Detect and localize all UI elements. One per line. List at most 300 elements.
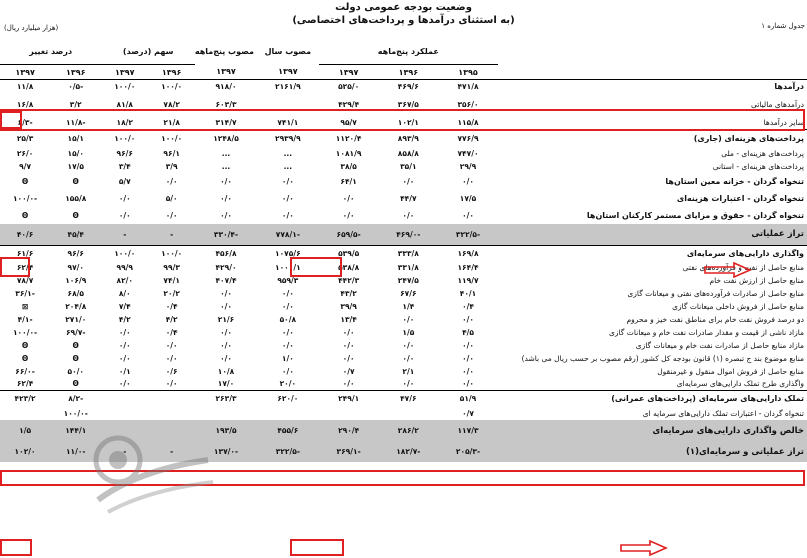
row-value: ۳۹/۹ bbox=[340, 301, 357, 311]
row-value bbox=[378, 407, 438, 420]
table-row bbox=[0, 147, 807, 160]
table-row bbox=[0, 352, 807, 365]
table-number: جدول شماره ۱ bbox=[761, 22, 805, 30]
row-value bbox=[101, 407, 148, 420]
row-value: ۱۰۸۱/۹ bbox=[335, 148, 362, 158]
header-change: درصد تغییر bbox=[0, 38, 101, 65]
row-label: منابع حاصل از صادرات فرآورده‌های نفتی و میعانات گازی bbox=[627, 288, 804, 298]
row-value: ۱۰۰/۰ bbox=[148, 80, 195, 94]
row-value: ۰/۰ bbox=[402, 353, 415, 363]
table-row bbox=[0, 365, 807, 378]
row-value: ۰/۰ bbox=[342, 193, 355, 203]
header-row-groups bbox=[0, 38, 807, 65]
row-value: ۳۳۳/۸ bbox=[378, 246, 438, 261]
row-value: ۱۱/۸ bbox=[0, 80, 50, 94]
row-value: ۱۰۰/۰ bbox=[148, 130, 195, 147]
row-value bbox=[0, 407, 50, 420]
row-value: ۰/۰ bbox=[462, 366, 474, 376]
row-value: ۰/۰ bbox=[220, 301, 232, 311]
row-value: ۲۵/۳ bbox=[0, 130, 50, 147]
row-value: -۰/۵ bbox=[50, 80, 101, 94]
row-value: ۷۸/۷ bbox=[16, 275, 34, 285]
year-header: ۱۳۹۶ bbox=[148, 65, 195, 80]
row-value: ۰/۰ bbox=[462, 379, 474, 389]
row-value: ۰/۰ bbox=[402, 340, 415, 350]
table-row bbox=[0, 407, 807, 420]
row-value: ۱۹۳/۵ bbox=[195, 420, 257, 442]
row-value: ۵۰/۰ bbox=[67, 366, 84, 376]
row-value: Θ bbox=[72, 176, 79, 186]
row-value: ۱۰۰/۰ bbox=[101, 80, 148, 94]
row-value: ۸/۰ bbox=[118, 288, 131, 298]
row-value: ۴۰۷/۴ bbox=[215, 275, 237, 285]
row-label: واگذاری دارایی‌های سرمایه‌ای bbox=[498, 246, 807, 261]
highlight-final-balance-value bbox=[290, 539, 344, 556]
row-value: ۴/۲ bbox=[118, 314, 131, 324]
highlight-capital-row bbox=[0, 470, 805, 486]
row-value: ۴۰/۱ bbox=[459, 288, 477, 298]
row-value: ۱۰۷۵/۶ bbox=[257, 246, 319, 261]
row-value: ۲۴۹/۱ bbox=[319, 391, 379, 407]
row-value: ۴۵/۴ bbox=[50, 224, 101, 246]
arrow-operating-balance-icon bbox=[704, 262, 752, 278]
row-value: -۷۷۸/۱ bbox=[257, 224, 319, 246]
row-value: ۸۲/۰ bbox=[116, 275, 134, 285]
table-body bbox=[0, 80, 807, 462]
row-value: ۰/۰ bbox=[462, 340, 474, 350]
row-label: منابع حاصل از فروش داخلی میعانات گازی bbox=[672, 301, 804, 311]
row-value: ۱۶۹/۸ bbox=[438, 246, 498, 261]
table-row bbox=[0, 173, 807, 190]
year-header: ۱۳۹۵ bbox=[438, 65, 498, 80]
row-value: ⊠ bbox=[21, 301, 29, 311]
row-value: ۱۱۹/۷ bbox=[457, 275, 479, 285]
row-value: ۲۸۶/۲ bbox=[378, 420, 438, 442]
row-label: تراز عملیاتی و سرمایه‌ای(۱) bbox=[498, 442, 807, 462]
row-value: ۵۱/۹ bbox=[438, 391, 498, 407]
row-value: ۲۰/۲ bbox=[163, 288, 180, 298]
row-value: ۱۲۴۸/۵ bbox=[195, 130, 257, 147]
row-value: ۰/۴ bbox=[165, 301, 178, 311]
row-value: Θ bbox=[72, 340, 79, 350]
row-value: ۱۶/۸ bbox=[16, 100, 34, 109]
unit-label: (هزار میلیارد ریال) bbox=[4, 24, 59, 32]
row-label: تراز عملیاتی bbox=[498, 224, 807, 246]
row-value: ۳/۹ bbox=[165, 161, 178, 171]
row-value: - bbox=[148, 442, 195, 462]
row-value: ۴۳/۲ bbox=[340, 288, 357, 298]
row-value bbox=[101, 420, 148, 442]
highlight-change-tax bbox=[0, 111, 22, 129]
page-subtitle: (به استثنای درآمدها و پرداخت‌های اختصاصی) bbox=[292, 15, 515, 26]
row-value: Θ bbox=[72, 210, 79, 220]
row-label: درآمدها bbox=[498, 80, 807, 94]
row-value: ۸۹۳/۹ bbox=[378, 130, 438, 147]
table-row bbox=[0, 190, 807, 207]
year-header: ۱۳۹۷ bbox=[0, 65, 50, 80]
row-label: تنخواه گردان - حقوق و مزایای مستمر کارکنان استان‌ها bbox=[586, 210, 804, 220]
row-value: ۰/۰ bbox=[281, 366, 294, 376]
header-budget-5m: مصوب پنج‌ماهه bbox=[195, 46, 254, 56]
table-row bbox=[0, 313, 807, 326]
row-value: ۴۰/۶ bbox=[0, 224, 50, 246]
row-value: -۱۱/۸ bbox=[65, 117, 86, 127]
row-value: ۳۳۱/۸ bbox=[397, 262, 419, 272]
row-value: -۱۰۰/۰ bbox=[63, 408, 88, 418]
year-header: ۱۳۹۷ bbox=[101, 65, 148, 80]
row-value: ۸۵۸/۸ bbox=[397, 148, 419, 158]
row-value: ۹۷/۰ bbox=[67, 262, 84, 272]
row-value: ۵۳۸/۸ bbox=[338, 262, 360, 272]
row-value: ۷۷۶/۹ bbox=[438, 130, 498, 147]
row-value: ۱/۴ bbox=[402, 301, 415, 311]
row-value: ۴۲۹/۰ bbox=[215, 262, 237, 272]
row-value: ۱۰۲/۱ bbox=[397, 117, 419, 127]
row-value bbox=[195, 407, 257, 420]
row-value: ۰/۰ bbox=[165, 176, 178, 186]
row-value: ۰/۰ bbox=[220, 353, 232, 363]
row-value: Θ bbox=[21, 340, 29, 350]
row-value: ۴۶۹/۶ bbox=[378, 80, 438, 94]
row-value: ۵۳۹/۵ bbox=[319, 246, 379, 261]
row-value: -۱۰۰/۰ bbox=[12, 327, 38, 337]
row-label: مازاد ناشی از قیمت و مقدار صادرات نفت خام و میعانات گازی bbox=[609, 327, 804, 337]
table-row bbox=[0, 130, 807, 147]
row-label: خالص واگذاری دارایی‌های سرمایه‌ای bbox=[498, 420, 807, 442]
row-value: ۰/۰ bbox=[220, 210, 232, 220]
row-value: ۷۴/۱ bbox=[163, 275, 180, 285]
row-value: Θ bbox=[21, 176, 29, 186]
row-value: Θ bbox=[21, 210, 29, 220]
row-value: ۲۴۷/۵ bbox=[397, 275, 419, 285]
row-label: درآمدهای مالیاتی bbox=[751, 100, 804, 109]
row-value: ۸۱/۸ bbox=[116, 100, 134, 109]
row-value: ۰/۰ bbox=[281, 301, 294, 311]
row-value bbox=[148, 420, 195, 442]
budget-table bbox=[0, 38, 807, 462]
row-value: ۱۵/۰ bbox=[67, 148, 84, 158]
row-value: - bbox=[101, 224, 148, 246]
row-value: ۱۵/۱ bbox=[50, 130, 101, 147]
row-value: ۱۰۰/۰ bbox=[101, 130, 148, 147]
row-value: ۳/۲ bbox=[69, 100, 82, 109]
row-value: ۰/۰ bbox=[342, 210, 355, 220]
row-value: ۴۲۳/۲ bbox=[0, 391, 50, 407]
row-value: ۰/۰ bbox=[165, 210, 178, 220]
row-label: سایر درآمدها bbox=[763, 117, 804, 127]
table-row bbox=[0, 339, 807, 352]
highlight-operating-balance-change bbox=[0, 257, 30, 277]
row-value: ۶۲/۴ bbox=[16, 262, 34, 272]
row-value: ۰/۰ bbox=[118, 379, 131, 389]
row-value: ۰/۱ bbox=[118, 366, 131, 376]
row-value: ۴۷۱/۸ bbox=[438, 80, 498, 94]
row-value: - bbox=[148, 224, 195, 246]
table-row bbox=[0, 80, 807, 94]
row-value: ۴۷/۶ bbox=[378, 391, 438, 407]
row-value: ۰/۰ bbox=[281, 193, 294, 203]
header-share: سهم (درصد) bbox=[101, 38, 195, 65]
row-value: ۰/۰ bbox=[220, 288, 232, 298]
row-value: ۱۱۵/۸ bbox=[457, 117, 479, 127]
table-row bbox=[0, 326, 807, 339]
row-value: ۲۹۳۹/۹ bbox=[257, 130, 319, 147]
row-label: تنخواه گردان - اعتبارات تملک دارایی‌های سرمایه ای bbox=[642, 408, 804, 418]
row-value: ۹۹/۳ bbox=[163, 262, 180, 272]
row-value: ۲۰/۰ bbox=[279, 379, 297, 389]
table-row bbox=[0, 160, 807, 173]
row-value: ۰/۰ bbox=[402, 379, 415, 389]
row-value: ۰/۰ bbox=[402, 176, 415, 186]
row-label: دو درصد فروش نفت خام برای مناطق نفت خیز و محروم bbox=[626, 314, 804, 324]
row-value bbox=[257, 407, 319, 420]
row-value: ۲۰۴/۸ bbox=[65, 301, 87, 311]
table-row bbox=[0, 378, 807, 391]
row-value: ۰/۴ bbox=[462, 301, 474, 311]
row-value: ۳۶۷/۵ bbox=[397, 100, 419, 109]
row-value: -۸/۲ bbox=[50, 391, 101, 407]
row-value: ۱۰۰/۰ bbox=[101, 246, 148, 261]
row-value: ۰/۰ bbox=[220, 176, 232, 186]
row-value: ۳/۴ bbox=[118, 161, 131, 171]
row-value: ... bbox=[283, 161, 293, 171]
row-value: -۶۹/۷ bbox=[65, 327, 86, 337]
row-value: ۰/۰ bbox=[118, 193, 131, 203]
row-label: منابع موضوع بند ج تبصره (۱) قانون بودجه کل کشور (رقم مصوب بر حسب ریال می باشد) bbox=[521, 353, 804, 363]
row-value: ... bbox=[221, 148, 231, 158]
row-value: ۶۷/۶ bbox=[400, 288, 417, 298]
row-value: ۰/۰ bbox=[462, 314, 474, 324]
row-value: ۷۴۷/۰ bbox=[457, 148, 479, 158]
row-value: -۴/۱ bbox=[17, 314, 33, 324]
row-value: ۵۰/۸ bbox=[279, 314, 297, 324]
row-value: -۳۲۲/۵ bbox=[438, 224, 498, 246]
row-value: ۱۰/۸ bbox=[217, 366, 235, 376]
row-value: ۱۷/۰ bbox=[217, 379, 235, 389]
row-value: ۰/۰ bbox=[220, 193, 232, 203]
row-label: واگذاری طرح تملک دارایی‌های سرمایه‌ای bbox=[676, 379, 804, 389]
table-row bbox=[0, 224, 807, 246]
row-value: ۱۷/۵ bbox=[459, 193, 477, 203]
row-value: -۶/۳ bbox=[17, 117, 33, 127]
row-value: ۰/۰ bbox=[342, 340, 355, 350]
row-value: ۰/۰ bbox=[402, 314, 415, 324]
row-value: ۴۲۹/۴ bbox=[338, 100, 360, 109]
table-row bbox=[0, 391, 807, 407]
row-value: ... bbox=[283, 148, 293, 158]
row-value: ۹۶/۱ bbox=[163, 148, 180, 158]
row-value: ۱۱۲۰/۴ bbox=[319, 130, 379, 147]
year-header: ۱۳۹۷ bbox=[195, 65, 257, 80]
row-value: ۹۶/۶ bbox=[50, 246, 101, 261]
row-value bbox=[148, 407, 195, 420]
row-value bbox=[101, 391, 148, 407]
row-value: ۱/۰ bbox=[281, 353, 294, 363]
row-value: -۳۲۲/۵ bbox=[257, 442, 319, 462]
row-value: ۲۱۶۱/۹ bbox=[257, 80, 319, 94]
row-value: ۰/۰ bbox=[462, 176, 474, 186]
row-value: ۹۹/۹ bbox=[116, 262, 134, 272]
row-value: -۳۳۰/۴ bbox=[195, 224, 257, 246]
table-row bbox=[0, 300, 807, 313]
row-value: ۶۸/۵ bbox=[67, 288, 84, 298]
table-row bbox=[0, 442, 807, 462]
row-label: پرداخت‌های هزینه‌ای - استانی bbox=[712, 161, 804, 171]
row-value: ۱/۵ bbox=[402, 327, 415, 337]
row-value: ۰/۰ bbox=[220, 327, 232, 337]
row-value: ۲۹۰/۴ bbox=[319, 420, 379, 442]
row-value: ۰/۰ bbox=[281, 210, 294, 220]
row-value: ۵۲۵/۰ bbox=[319, 80, 379, 94]
row-value: ۲۹/۹ bbox=[459, 161, 477, 171]
row-value: ۰/۰ bbox=[281, 176, 294, 186]
row-value: ۳۸/۵ bbox=[340, 161, 357, 171]
row-value: ۰/۰ bbox=[281, 288, 294, 298]
header-performance: عملکرد پنج‌ماهه bbox=[319, 38, 498, 65]
table-row bbox=[0, 246, 807, 261]
row-value: ۳۵/۱ bbox=[400, 161, 417, 171]
row-value: ۰/۰ bbox=[342, 327, 355, 337]
row-value: ۰/۰ bbox=[165, 353, 178, 363]
row-value: ۴/۵ bbox=[462, 327, 474, 337]
row-value: Θ bbox=[21, 353, 29, 363]
year-header: ۱۳۹۶ bbox=[378, 65, 438, 80]
row-value: -۳۶/۱ bbox=[15, 288, 35, 298]
row-value: ۲۱/۸ bbox=[163, 117, 180, 127]
row-value: ۴۵۵/۶ bbox=[257, 420, 319, 442]
highlight-tax-revenue-row bbox=[0, 109, 805, 131]
row-label: مازاد منابع حاصل از صادرات نفت خام و میعانات گازی bbox=[635, 340, 804, 350]
row-value: ۲۷۱/۰ bbox=[65, 314, 87, 324]
row-value: ۱۶۴/۴ bbox=[457, 262, 479, 272]
row-value: ۵/۷ bbox=[118, 176, 131, 186]
row-value: ۷۸/۲ bbox=[163, 100, 180, 109]
row-value: ۶۴/۱ bbox=[340, 176, 357, 186]
row-value: ۹۵/۷ bbox=[340, 117, 357, 127]
row-value: ۵/۰ bbox=[165, 193, 178, 203]
row-value: ۰/۰ bbox=[402, 210, 415, 220]
row-value: -۱۸۲/۷ bbox=[378, 442, 438, 462]
highlight-final-balance-change bbox=[0, 539, 32, 556]
row-value: ۰/۰ bbox=[118, 353, 131, 363]
row-value: ۹۵۹/۳ bbox=[277, 275, 299, 285]
row-value: ۰/۷ bbox=[462, 408, 474, 418]
row-label: پرداخت‌های هزینه‌ای (جاری) bbox=[498, 130, 807, 147]
row-value bbox=[319, 407, 379, 420]
row-value: -۱۱/۰ bbox=[50, 442, 101, 462]
row-value: -۶۶/۰ bbox=[15, 366, 35, 376]
row-value: Θ bbox=[72, 353, 79, 363]
row-value: ۱/۵ bbox=[0, 420, 50, 442]
row-value: ۰/۰ bbox=[165, 379, 178, 389]
row-value: ۱۸/۲ bbox=[116, 117, 134, 127]
row-value: ۰/۰ bbox=[118, 340, 131, 350]
row-value: ۴/۲ bbox=[165, 314, 178, 324]
table-row bbox=[0, 261, 807, 274]
row-value: ۳۵۶/۰ bbox=[457, 100, 479, 109]
row-value: ۰/۰ bbox=[220, 340, 232, 350]
row-value: ۱۰۲/۰ bbox=[0, 442, 50, 462]
row-value: -۶۵۹/۵ bbox=[319, 224, 379, 246]
row-value: ۱۳/۴ bbox=[340, 314, 357, 324]
row-value: ۷/۴ bbox=[118, 301, 131, 311]
year-header: ۱۳۹۷ bbox=[257, 65, 319, 80]
row-value: ۲۶۳/۳ bbox=[195, 391, 257, 407]
row-label: پرداخت‌های هزینه‌ای - ملی bbox=[721, 148, 804, 158]
row-value: ۰/۷ bbox=[342, 366, 355, 376]
row-value: - bbox=[101, 442, 148, 462]
row-value: ۹۱۸/۰ bbox=[195, 80, 257, 94]
row-value: ... bbox=[221, 161, 231, 171]
highlight-operating-balance-value bbox=[290, 257, 342, 277]
year-header: ۱۳۹۶ bbox=[50, 65, 101, 80]
row-value: ۹۶/۶ bbox=[116, 148, 134, 158]
row-value: ۰/۰ bbox=[342, 353, 355, 363]
row-value: ۱۰۰/۰ bbox=[148, 246, 195, 261]
row-value: ۰/۰ bbox=[462, 353, 474, 363]
table-row bbox=[0, 420, 807, 442]
row-value: ۰/۰ bbox=[118, 327, 131, 337]
year-header: ۱۳۹۷ bbox=[319, 65, 379, 80]
row-value: ۰/۰ bbox=[165, 340, 178, 350]
row-value: -۲۰۵/۳ bbox=[438, 442, 498, 462]
row-label: تنخواه گردان - خزانه معین استان‌ها bbox=[665, 176, 804, 186]
row-value: ۳۱۴/۷ bbox=[215, 117, 237, 127]
row-value: ۲۶/۰ bbox=[16, 148, 34, 158]
row-value: ۰/۰ bbox=[118, 210, 131, 220]
row-value: ۰/۶ bbox=[165, 366, 178, 376]
row-value: ۱۷/۵ bbox=[67, 161, 84, 171]
row-value: ۱۵۵/۸ bbox=[65, 193, 87, 203]
row-value: ۶۲/۴ bbox=[16, 379, 34, 389]
row-value: ۱۰۶/۹ bbox=[65, 275, 87, 285]
row-value: ۲۱/۶ bbox=[217, 314, 235, 324]
row-value: ۰/۰ bbox=[281, 327, 294, 337]
row-value: ۰/۴ bbox=[165, 327, 178, 337]
arrow-capital-balance-icon bbox=[620, 540, 668, 556]
row-value: ۶۰۳/۳ bbox=[215, 100, 237, 109]
row-value: ۶۱/۶ bbox=[0, 246, 50, 261]
header-label-col bbox=[498, 38, 807, 65]
row-value: ۲/۱ bbox=[402, 366, 415, 376]
table-row bbox=[0, 207, 807, 224]
page-title: وضعیت بودجه عمومی دولت bbox=[335, 2, 472, 13]
row-value: ۶۲۰/۰ bbox=[257, 391, 319, 407]
row-value: ۰/۰ bbox=[281, 340, 294, 350]
row-value bbox=[148, 391, 195, 407]
table-row bbox=[0, 287, 807, 300]
row-value: ۴۴/۷ bbox=[400, 193, 417, 203]
row-label: تملک دارایی‌های سرمایه‌ای (پرداخت‌های عمرانی) bbox=[498, 391, 807, 407]
row-value: -۱۰۰/۰ bbox=[12, 193, 38, 203]
row-label: منابع حاصل از فروش اموال منقول و غیرمنقول bbox=[657, 366, 804, 376]
row-value: -۱۳۷/۰ bbox=[195, 442, 257, 462]
header-row-years bbox=[0, 65, 807, 80]
row-label: تنخواه گردان - اعتبارات هزینه‌ای bbox=[676, 193, 804, 203]
header-budget-annual: مصوب سال bbox=[264, 46, 312, 56]
row-value: ۷۴۱/۱ bbox=[277, 117, 299, 127]
row-value: ۴۴۲/۳ bbox=[338, 275, 360, 285]
row-value: ۹/۷ bbox=[19, 161, 32, 171]
row-value: ۱۱۷/۳ bbox=[438, 420, 498, 442]
row-value: ۰/۰ bbox=[342, 379, 355, 389]
row-value: Θ bbox=[72, 379, 79, 389]
row-label: منابع حاصل از ارزش نفت خام bbox=[709, 275, 804, 285]
row-value: -۴۶۹/۰ bbox=[378, 224, 438, 246]
table-row bbox=[0, 274, 807, 287]
row-value: ۴۵۶/۸ bbox=[195, 246, 257, 261]
row-label: منابع حاصل از نفت و فرآورده‌های نفتی bbox=[682, 262, 804, 272]
